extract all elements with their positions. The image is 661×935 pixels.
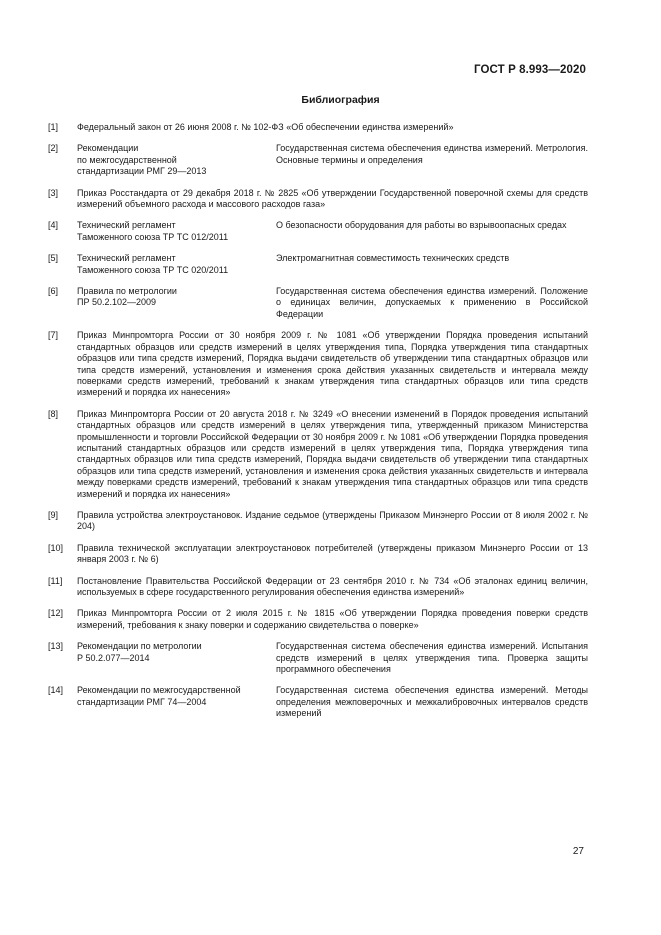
bibliography-entry [48,188,588,211]
bibliography-entry [48,409,588,500]
entry-title: Электромагнитная совместимость технических средств [276,253,510,264]
entry-source: Правила по метрологии ПР 50.2.102—2009 [77,286,177,308]
entry-source: Рекомендации по межгосударственной стандартизации РМГ 74—2004 [77,685,241,707]
entry-number: [7] [48,330,59,341]
entry-text: Приказ Минпромторга России от 30 ноября 2009 г. № 1081 «Об утверждении Порядка проведения испытаний стандартных образцов или средств измерений в целях утверждения типа, Порядка утверждения типа стандартных образцов или типа средств измерений, Порядка выдачи свидетельств об утверждении типа стандартных образцов или типа средств измерений, установления и изменения срока действия указанных свидетельств и интервала между поверками средств измерений, требований к знакам утверждения типа стандартных образцов или типа средств измерений и порядка их нанесения» [77,330,588,398]
document-code: ГОСТ Р 8.993—2020 [474,64,586,76]
bibliography-entry [48,330,588,398]
entry-title: Государственная система обеспечения единства измерений. Испытания средств измерений в целях утверждения типа. Проверка защиты программного обеспечения [276,641,588,675]
entry-text: Приказ Минпромторга России от 20 августа 2018 г. № 3249 «О внесении изменений в Порядок проведения испытаний стандартных образцов или средств измерений в целях утверждения типа, утвержденный приказом Министерства промышленности и торговли Российской Федерации от 30 ноября 2009 г. № 1081 «Об утверждении Порядка проведения испытаний стандартных образцов или средств измерений в целях утверждения типа, Порядка утверждения типа стандартных образцов или типа средств измерений, Порядка выдачи свидетельств об утверждении типа стандартных образцов или типа средств измерений, установления и изменения срока действия указанных свидетельств и интервала между поверками средств измерений, требований к знакам утверждения типа стандартных образцов или типа средств измерений и порядка их нанесения» [77,408,588,499]
entry-columns [77,143,588,177]
bibliography-entry [48,641,588,675]
page-number: 27 [572,846,584,857]
entry-title: Государственная система обеспечения единства измерений. Положение о единицах величин, допускаемых к применению в Российской Федерации [276,286,588,319]
entry-number: [5] [48,253,59,264]
entry-number: [10] [48,542,64,553]
bibliography-entry [48,253,588,276]
entry-text: Правила устройства электроустановок. Издание седьмое (утверждены Приказом Минэнерго России от 8 июля 2002 г. № 204) [77,509,588,532]
entry-source: Технический регламент Таможенного союза ТР ТС 020/2011 [77,253,229,275]
entry-text: Приказ Росстандарта от 29 декабря 2018 г. № 2825 «Об утверждении Государственной поверочной схемы для средств измерений объемного расхода и массового расходов газа» [77,187,588,210]
entry-number: [1] [48,122,59,132]
entry-number: [4] [48,220,59,231]
bibliography-entry [48,122,588,133]
entry-title: О безопасности оборудования для работы во взрывоопасных средах [276,220,567,231]
bibliography-entry [48,685,588,719]
entry-text: Приказ Минпромторга России от 2 июля 2015 г. № 1815 «Об утверждении Порядка проведения поверки средств измерений, требования к знаку поверки и содержанию свидетельства о поверке» [77,608,588,630]
bibliography-entry [48,143,588,177]
entry-number: [11] [48,575,63,586]
entry-columns [77,685,588,719]
entry-number: [3] [48,187,59,198]
entry-number: [6] [48,286,59,297]
entry-text: Правила технической эксплуатации электроустановок потребителей (утверждены приказом Минэнерго России от 13 января 2003 г. № 6) [77,542,588,565]
bibliography-entry [48,576,588,599]
entry-number: [13] [48,641,64,652]
entry-number: [8] [48,408,59,419]
entry-source: Рекомендации по межгосударственной стандартизации РМГ 29—2013 [77,143,207,177]
entry-number: [9] [48,509,59,520]
entry-text: Постановление Правительства Российской Федерации от 23 сентября 2010 г. № 734 «Об эталонах единиц величин, используемых в сфере государственного регулирования обеспечения единства измерений» [77,575,588,597]
entry-number: [14] [48,685,64,696]
entry-number: [2] [48,143,59,154]
entry-title: Государственная система обеспечения единства измерений. Методы определения межповерочных и межкалибровочных интервалов средств измерений [276,685,588,719]
bibliography-entry [48,510,588,533]
entry-number: [12] [48,608,64,619]
bibliography-list [48,122,588,730]
bibliography-entry [48,543,588,566]
entry-columns [77,253,588,276]
entry-columns [77,641,588,675]
entry-columns [77,286,588,320]
entry-source: Технический регламент Таможенного союза ТР ТС 012/2011 [77,220,229,242]
bibliography-entry [48,220,588,243]
bibliography-entry [48,286,588,320]
bibliography-title: Библиография [301,94,380,106]
entry-title: Государственная система обеспечения единства измерений. Метрология. Основные термины и определения [276,143,588,165]
entry-text: Федеральный закон от 26 июня 2008 г. № 102-ФЗ «Об обеспечении единства измерений» [77,122,454,132]
entry-source: Рекомендации по метрологии Р 50.2.077—2014 [77,641,202,663]
bibliography-entry [48,608,588,631]
entry-columns [77,220,588,243]
